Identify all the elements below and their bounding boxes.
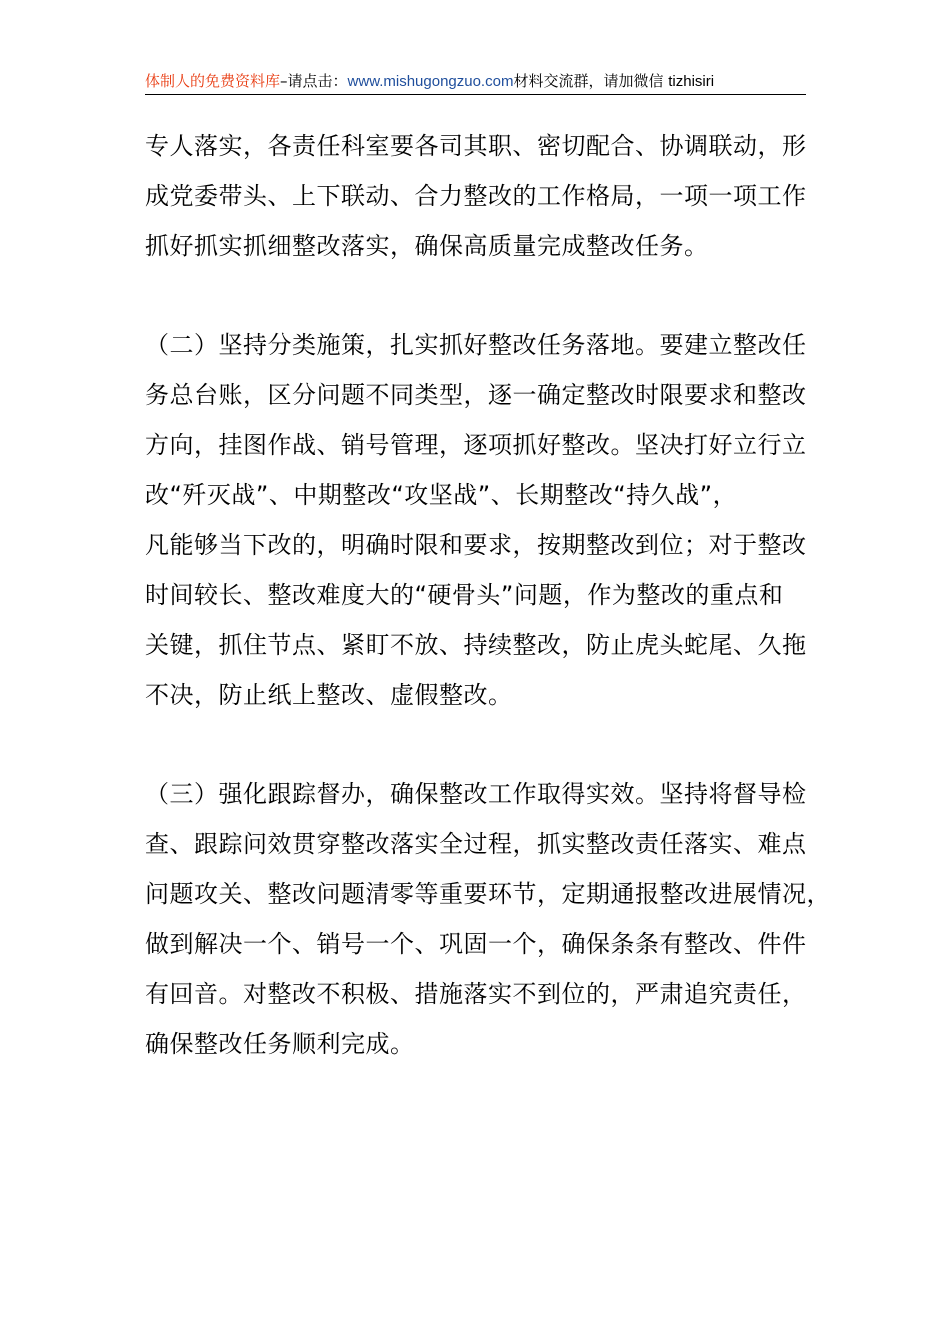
header-wechat-id: tizhisiri (668, 73, 715, 90)
paragraph-2 (145, 320, 807, 720)
paragraph-line: 不决，防止纸上整改、虚假整改。 (145, 681, 513, 709)
paragraph-line: 时间较长、整改难度大的“硬骨头”问题，作为整改的重点和 (145, 581, 784, 609)
paragraph-line: 成党委带头、上下联动、合力整改的工作格局，一项一项工作 (145, 182, 807, 210)
paragraph-line: 查、跟踪问效贯穿整改落实全过程，抓实整改责任落实、难点 (145, 830, 807, 858)
paragraph-line: 专人落实，各责任科室要各司其职、密切配合、协调联动，形 (145, 132, 807, 160)
paragraph-line: 务总台账，区分问题不同类型，逐一确定整改时限要求和整改 (145, 381, 807, 409)
paragraph-line: 方向，挂图作战、销号管理，逐项抓好整改。坚决打好立行立 (145, 431, 807, 459)
paragraph-line: 改“歼灭战”、中期整改“攻坚战”、长期整改“持久战”， (145, 481, 738, 509)
paragraph-line: 有回音。对整改不积极、措施落实不到位的，严肃追究责任， (145, 980, 807, 1008)
paragraph-line: （三）强化跟踪督办，确保整改工作取得实效。坚持将督导检 (145, 780, 807, 808)
paragraph-line: （二）坚持分类施策，扎实抓好整改任务落地。要建立整改任 (145, 331, 807, 359)
paragraph-line: 确保整改任务顺利完成。 (145, 1030, 415, 1058)
header-prompt: –请点击： (280, 72, 348, 90)
paragraph-3 (145, 769, 831, 1069)
paragraph-line: 凡能够当下改的，明确时限和要求，按期整改到位；对于整改 (145, 531, 807, 559)
paragraph-line: 做到解决一个、销号一个、巩固一个，确保条条有整改、件件 (145, 930, 807, 958)
paragraph-line: 抓好抓实抓细整改落实，确保高质量完成整改任务。 (145, 232, 709, 260)
header-brand: 体制人的免费资料库 (145, 72, 281, 90)
page-header (145, 68, 806, 95)
header-website-link[interactable]: www.mishugongzuo.com (347, 73, 514, 90)
paragraph-1 (145, 121, 807, 271)
paragraph-line: 问题攻关、整改问题清零等重要环节，定期通报整改进展情况， (145, 880, 831, 908)
header-tail-text: 材料交流群，请加微信 (513, 72, 664, 90)
paragraph-line: 关键，抓住节点、紧盯不放、持续整改，防止虎头蛇尾、久拖 (145, 631, 807, 659)
